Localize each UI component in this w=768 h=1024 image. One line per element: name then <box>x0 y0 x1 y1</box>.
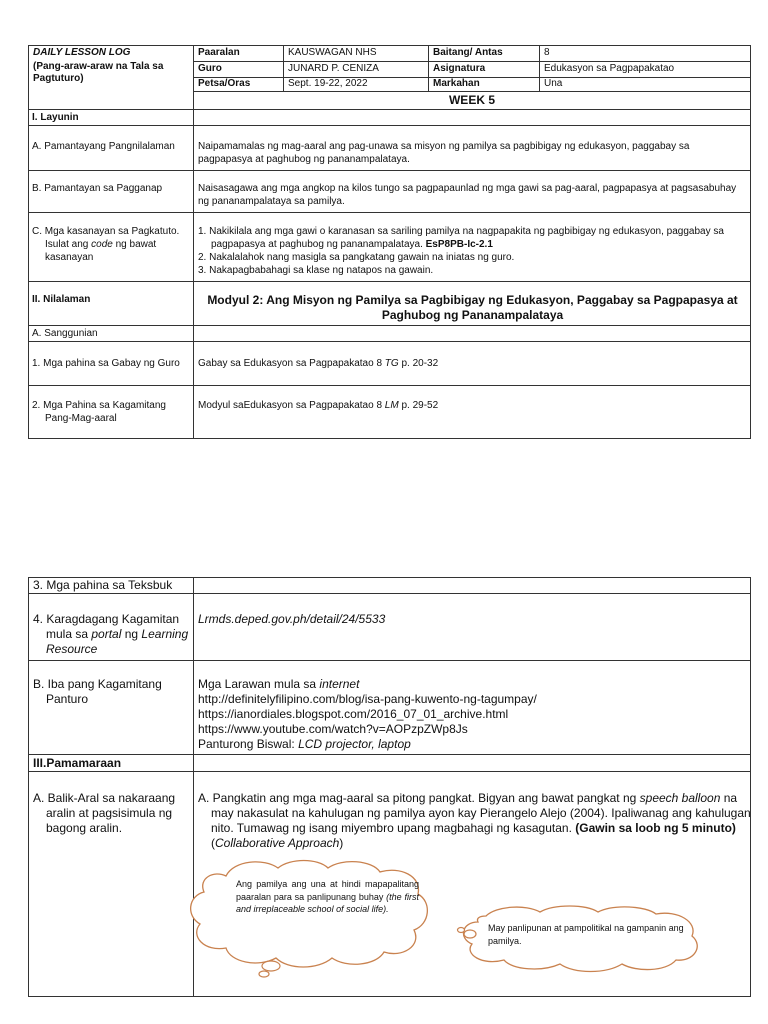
section-nilalaman: II. Nilalaman <box>32 294 91 305</box>
gabay-label: 1. Mga pahina sa Gabay ng Guro <box>32 358 180 369</box>
iba-link-2: https://ianordiales.blogspot.com/2016_07_01_archive.html <box>198 707 509 721</box>
kasanayan-list <box>198 225 746 277</box>
teacher-value: JUNARD P. CENIZA <box>288 63 379 74</box>
week-label: WEEK 5 <box>448 93 495 107</box>
grade-value: 8 <box>544 47 550 58</box>
kasanayan-label: C. Mga kasanayan sa Pagkatuto. Isulat ang code ng bawat kasanayan <box>32 226 180 263</box>
school-label: Paaralan <box>198 47 240 58</box>
iba-line-5: Panturong Biswal: LCD projector, laptop <box>198 737 411 751</box>
iba-link-1: http://definitelyfilipino.com/blog/isa-pang-kuwento-ng-tagumpay/ <box>198 692 537 706</box>
karagdagang-label: 4. Karagdagang Kagamitan mula sa portal ng Learning Resource <box>33 612 189 656</box>
section-pamamaraan: III.Pamamaraan <box>33 756 122 770</box>
iba-resources <box>198 677 746 752</box>
kasanayan-item-2: 2. Nakalalahok nang masigla sa pangkatang gawain na iniatas ng guro. <box>198 252 515 263</box>
balik-label: A. Balik-Aral sa nakaraang aralin at pagsisimula ng bagong aralin. <box>33 791 176 835</box>
grade-label: Baitang/ Antas <box>433 47 503 58</box>
pagganap-text: Naisasagawa ang mga angkop na kilos tungo sa pagpapaunlad ng mga gawi sa pag-aaral, pagpapasya at pagsasabuhay ng pananampalataya sa pamilya. <box>198 183 737 207</box>
cloud-2-text: May panlipunan at pampolitikal na gampanin ang pamilya. <box>488 923 684 946</box>
teacher-label: Guro <box>198 63 222 74</box>
school-value: KAUSWAGAN NHS <box>288 47 377 58</box>
pagganap-label: B. Pamantayan sa Pagganap <box>32 183 163 194</box>
karagdagang-link: Lrmds.deped.gov.ph/detail/24/5533 <box>198 612 386 626</box>
kagamitan-label: 2. Mga Pahina sa Kagamitang Pang-Mag-aaral <box>32 400 166 424</box>
competency-code: EsP8PB-Ic-2.1 <box>425 239 493 250</box>
gabay-text: Gabay sa Edukasyon sa Pagpapakatao 8 TG p. 20-32 <box>198 358 439 369</box>
iba-link-3: https://www.youtube.com/watch?v=AOPzpZWp8Js <box>198 722 468 736</box>
section-layunin: I. Layunin <box>32 112 79 123</box>
modyul-title: Modyul 2: Ang Misyon ng Pamilya sa Pagbibigay ng Edukasyon, Paggabay sa Pagpapasya at Paghubog ng Pananampalataya <box>207 293 738 322</box>
pamantayang-label: A. Pamantayang Pangnilalaman <box>32 141 175 152</box>
cloud-1-text: Ang pamilya ang una at hindi mapapalitang paaralan para sa panlipunang buhay (the first and irreplaceable school of social life). <box>236 879 419 914</box>
teksbuk-label: 3. Mga pahina sa Teksbuk <box>33 578 173 592</box>
quarter-label: Markahan <box>433 78 480 89</box>
kasanayan-item-1: 1. Nakikilala ang mga gawi o karanasan sa sariling pamilya na nagpapakita ng pagbibigay ng edukasyon, paggabay sa pagpapasya at paghubog ng pananampalataya. EsP8PB-Ic-2.1 <box>198 226 724 250</box>
pamantayang-text: Naipamamalas ng mag-aaral ang pag-unawa sa misyon ng pamilya sa pagbibigay ng edukasyon, paggabay sa pagpapasya at paghubog ng pananampalataya. <box>198 141 690 165</box>
subject-label: Asignatura <box>433 63 486 74</box>
kasanayan-item-3: 3. Nakapagbabahagi sa klase ng natapos na gawain. <box>198 265 434 276</box>
iba-line-1: Mga Larawan mula sa internet <box>198 677 360 691</box>
log-subtitle: (Pang-araw-araw na Tala sa Pagtuturo) <box>33 61 164 84</box>
kagamitan-text: Modyul saEdukasyon sa Pagpapakatao 8 LM p. 29-52 <box>198 400 439 411</box>
date-label: Petsa/Oras <box>198 78 251 89</box>
iba-label: B. Iba pang Kagamitang Panturo <box>33 677 162 706</box>
subject-value: Edukasyon sa Pagpapakatao <box>544 63 675 74</box>
speech-cloud-1 <box>186 858 436 978</box>
sanggunian-label: A. Sanggunian <box>32 328 98 339</box>
log-title: DAILY LESSON LOG <box>33 47 131 58</box>
balik-text: A. Pangkatin ang mga mag-aaral sa pitong pangkat. Bigyan ang bawat pangkat ng speech balloon na may nakasulat na kahulugan ng pamilya ayon kay Pierangelo Alejo (2004). Ipaliwanag ang kahulugan nito. Tumawag ng isang miyembro upang magbahagi ng kasagutan. (Gawin sa loob ng 5 minuto) (Collaborative Approach) <box>198 791 751 850</box>
quarter-value: Una <box>544 78 563 89</box>
date-value: Sept. 19-22, 2022 <box>288 78 368 89</box>
